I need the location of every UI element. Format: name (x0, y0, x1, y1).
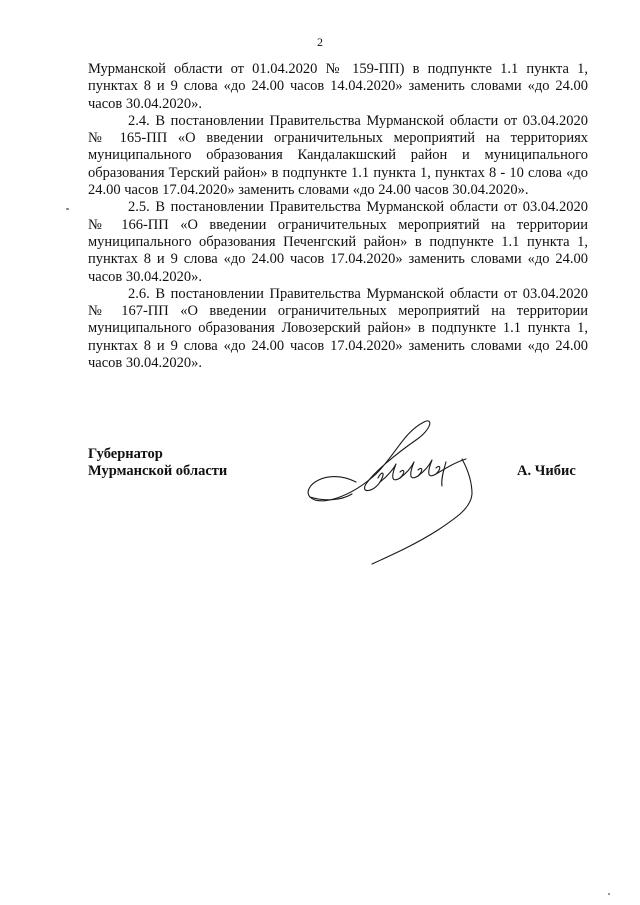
paragraph-continuation: Мурманской области от 01.04.2020 № 159-ПП) в подпункте 1.1 пункта 1, пунктах 8 и 9 слова «до 24.00 часов 14.04.2020» заменить словами «до 24.00 часов 30.04.2020». (88, 61, 588, 112)
document-body (88, 61, 588, 372)
signer-title (88, 446, 227, 481)
paragraph-2-5: 2.5. В постановлении Правительства Мурманской области от 03.04.2020 № 166-ПП «О введении ограничительных мероприятий на территории муниципального образования Печенгский район» в подпункте 1.1 пункта 1, пунктах 8 и 9 слова «до 24.00 часов 17.04.2020» заменить словами «до 24.00 часов 30.04.2020». (88, 199, 588, 285)
paragraph-2-6: 2.6. В постановлении Правительства Мурманской области от 03.04.2020 № 167-ПП «О введении ограничительных мероприятий на территории муниципального образования Ловозерский район» в подпункте 1.1 пункта 1, пунктах 8 и 9 слова «до 24.00 часов 17.04.2020» заменить словами «до 24.00 часов 30.04.2020». (88, 285, 588, 372)
scan-speck (608, 893, 610, 895)
signer-name: А. Чибис (517, 463, 576, 479)
signer-title-line2: Мурманской области (88, 463, 228, 480)
page-number: 2 (317, 35, 323, 49)
scan-speck (66, 208, 69, 210)
handwritten-signature (296, 412, 506, 572)
signer-title-line1: Губернатор (88, 446, 163, 462)
paragraph-2-4: 2.4. В постановлении Правительства Мурманской области от 03.04.2020 № 165-ПП «О введении ограничительных мероприятий на территориях муниципального образования Кандалакшский район и муниципального образования Терский район» в подпункте 1.1 пункта 1, пунктах 8 - 10 слова «до 24.00 часов 17.04.2020» заменить словами «до 24.00 часов 30.04.2020». (88, 112, 588, 199)
